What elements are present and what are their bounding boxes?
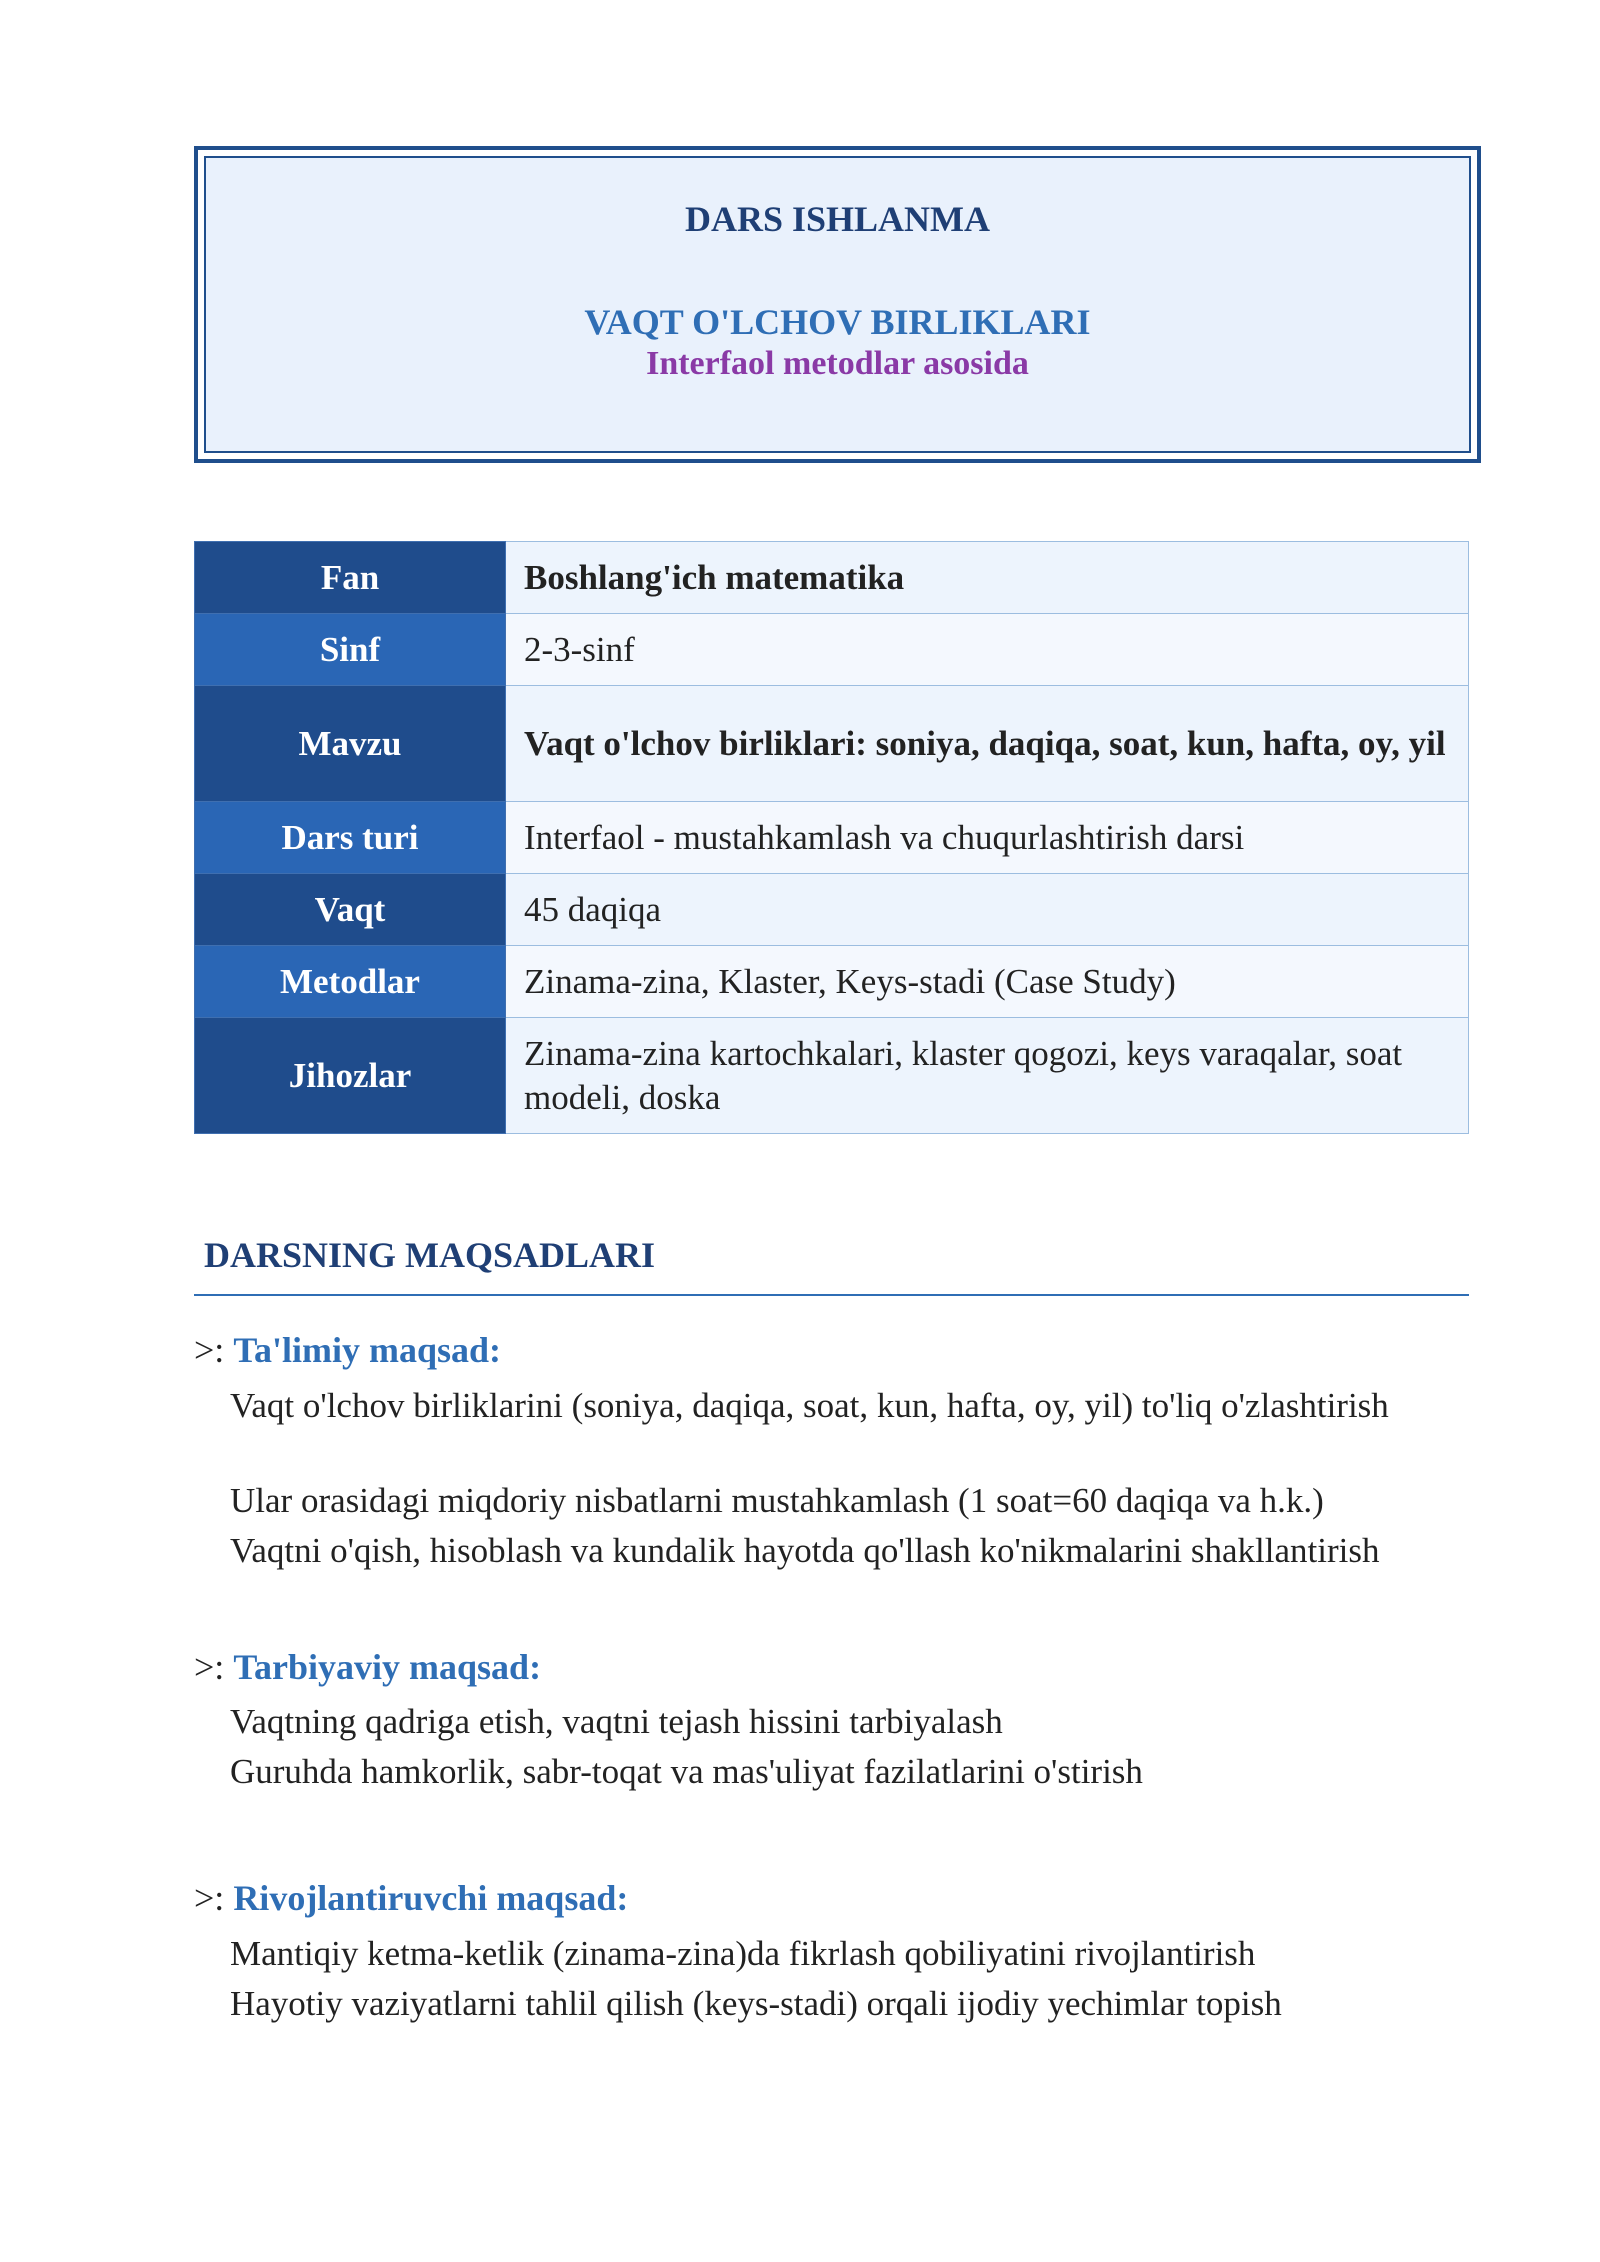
info-row-dars-turi [195,802,1469,874]
info-label: Sinf [195,614,506,686]
info-value: Zinama-zina, Klaster, Keys-stadi (Case Study) [506,946,1469,1018]
title-box [194,146,1481,463]
info-value: 2-3-sinf [506,614,1469,686]
info-value: Interfaol - mustahkamlash va chuqurlashtirish darsi [506,802,1469,874]
info-row-sinf [195,614,1469,686]
goal-group-label: Ta'limiy maqsad: [233,1330,502,1370]
lesson-subtitle: Interfaol metodlar asosida [646,345,1029,382]
info-row-vaqt [195,874,1469,946]
info-value: 45 daqiqa [506,874,1469,946]
title-box-inner [204,156,1471,453]
goal-marker: >: [194,1647,225,1687]
info-value: Vaqt o'lchov birliklari: soniya, daqiqa, soat, kun, hafta, oy, yil [506,686,1469,802]
goal-marker: >: [194,1330,225,1370]
info-label: Metodlar [195,946,506,1018]
info-row-metodlar [195,946,1469,1018]
lesson-info-table [194,541,1469,1134]
goal-item: Vaqt o'lchov birliklarini (soniya, daqiqa, soat, kun, hafta, oy, yil) to'liq o'zlashtirish [230,1386,1389,1425]
info-label: Fan [195,542,506,614]
info-row-mavzu [195,686,1469,802]
goal-group-label: Rivojlantiruvchi maqsad: [233,1878,629,1918]
goal-group-heading [194,1877,628,1919]
goal-item: Mantiqiy ketma-ketlik (zinama-zina)da fikrlash qobiliyatini rivojlantirish [230,1934,1256,1973]
goal-marker: >: [194,1878,225,1918]
goal-item: Ular orasidagi miqdoriy nisbatlarni mustahkamlash (1 soat=60 daqiqa va h.k.) [230,1481,1324,1520]
info-label: Jihozlar [195,1018,506,1134]
info-value: Zinama-zina kartochkalari, klaster qogozi, keys varaqalar, soat modeli, doska [506,1018,1469,1134]
goal-item: Vaqtni o'qish, hisoblash va kundalik hayotda qo'llash ko'nikmalarini shakllantirish [230,1531,1380,1570]
goal-item: Hayotiy vaziyatlarni tahlil qilish (keys-stadi) orqali ijodiy yechimlar topish [230,1984,1282,2023]
goal-group-label: Tarbiyaviy maqsad: [233,1647,542,1687]
goal-group-heading [194,1329,501,1371]
goal-group-heading [194,1646,541,1688]
info-value: Boshlang'ich matematika [506,542,1469,614]
goal-item: Guruhda hamkorlik, sabr-toqat va mas'uliyat fazilatlarini o'stirish [230,1752,1143,1791]
info-row-jihozlar [195,1018,1469,1134]
goals-section-title: DARSNING MAQSADLARI [204,1235,656,1275]
info-row-fan [195,542,1469,614]
lesson-topic: VAQT O'LCHOV BIRLIKLARI [584,302,1091,342]
info-label: Mavzu [195,686,506,802]
info-label: Vaqt [195,874,506,946]
document-title: DARS ISHLANMA [684,199,991,239]
section-divider [194,1294,1469,1296]
goal-item: Vaqtning qadriga etish, vaqtni tejash hissini tarbiyalash [230,1702,1003,1741]
info-label: Dars turi [195,802,506,874]
